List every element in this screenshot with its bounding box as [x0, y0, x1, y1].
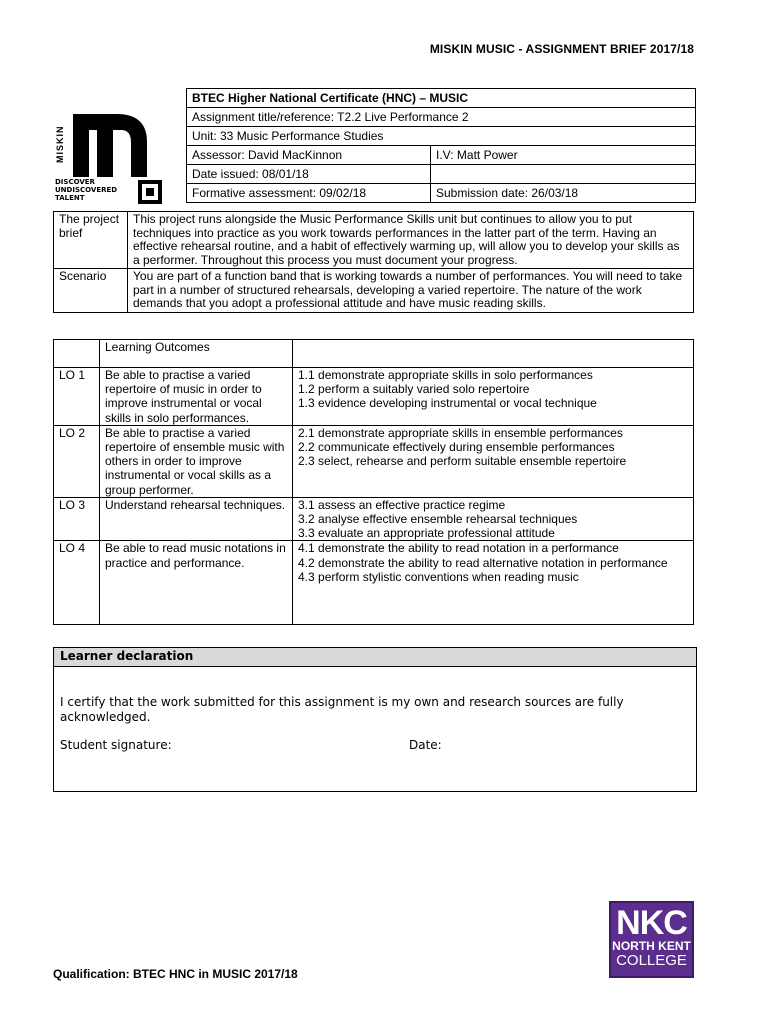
assignment-title: Assignment title/reference: T2.2 Live Performance 2 [187, 108, 696, 127]
learner-declaration-box [53, 647, 697, 792]
miskin-logo [55, 112, 165, 208]
internal-verifier: I.V: Matt Power [431, 146, 696, 165]
lo-criteria: 2.1 demonstrate appropriate skills in ensemble performances 2.2 communicate effectively during ensemble performances 2.3 select, rehearse and perform suitable ensemble repertoire [293, 425, 694, 497]
table-row [54, 368, 694, 426]
lo-outcome: Be able to read music notations in practice and performance. [100, 541, 293, 625]
lo-outcome: Understand rehearsal techniques. [100, 497, 293, 541]
submission-date: Submission date: 26/03/18 [431, 184, 696, 203]
student-signature-label: Student signature: [60, 738, 172, 752]
table-row [54, 497, 694, 541]
nkc-logo: NKC NORTH KENT COLLEGE [609, 901, 694, 978]
lo-outcome: Be able to practise a varied repertoire of music in order to improve instrumental or vocal skills in solo performances. [100, 368, 293, 426]
document-header: MISKIN MUSIC - ASSIGNMENT BRIEF 2017/18 [429, 42, 694, 56]
lo-id: LO 1 [54, 368, 100, 426]
project-brief-label: The project brief [54, 212, 128, 269]
lo-header: Learning Outcomes [100, 340, 293, 368]
lo-id: LO 3 [54, 497, 100, 541]
lo-header-empty [54, 340, 100, 368]
lo-criteria: 4.1 demonstrate the ability to read notation in a performance 4.2 demonstrate the ability to read alternative notation in performance 4.3 perform stylistic conventions when reading music [293, 541, 694, 625]
declaration-title: Learner declaration [54, 648, 696, 667]
assessor: Assessor: David MacKinnon [187, 146, 431, 165]
lo-id: LO 2 [54, 425, 100, 497]
assignment-info-table [186, 88, 696, 203]
miskin-brand-text: MISKIN [55, 125, 65, 163]
learning-outcomes-table [53, 339, 694, 625]
lo-criteria: 1.1 demonstrate appropriate skills in solo performances 1.2 perform a suitably varied solo repertoire 1.3 evidence developing instrumental or vocal technique [293, 368, 694, 426]
formative-assessment: Formative assessment: 09/02/18 [187, 184, 431, 203]
lo-id: LO 4 [54, 541, 100, 625]
lo-criteria: 3.1 assess an effective practice regime 3.2 analyse effective ensemble rehearsal techniques 3.3 evaluate an appropriate professional attitude [293, 497, 694, 541]
qualification-footer: Qualification: BTEC HNC in MUSIC 2017/18 [53, 967, 298, 981]
project-brief-table [53, 211, 694, 313]
date-label: Date: [409, 738, 442, 752]
criteria-header-empty [293, 340, 694, 368]
scenario-label: Scenario [54, 269, 128, 313]
programme-title: BTEC Higher National Certificate (HNC) – MUSIC [187, 89, 696, 108]
date-issued: Date issued: 08/01/18 [187, 165, 431, 184]
empty-cell [431, 165, 696, 184]
unit-name: Unit: 33 Music Performance Studies [187, 127, 696, 146]
table-row [54, 541, 694, 625]
table-row [54, 425, 694, 497]
project-brief-text: This project runs alongside the Music Performance Skills unit but continues to allow you to put techniques into practice as you work towards performances in the latter part of the term. Having an effective rehearsal routine, and a habit of effectively warming up, will allow you to develop your skills as a performer. Throughout this process you must document your progress. [128, 212, 694, 269]
declaration-text: I certify that the work submitted for this assignment is my own and research sources are fully acknowledged. [60, 695, 624, 724]
scenario-text: You are part of a function band that is working towards a number of performances. You will need to take part in a number of structured rehearsals, developing a varied repertoire. The nature of the work demands that you adopt a professional attitude and have music reading skills. [128, 269, 694, 313]
miskin-tagline: DISCOVER UNDISCOVERED TALENT [55, 178, 118, 202]
lo-outcome: Be able to practise a varied repertoire of ensemble music with others in order to improve instrumental or vocal skills as a group performer. [100, 425, 293, 497]
